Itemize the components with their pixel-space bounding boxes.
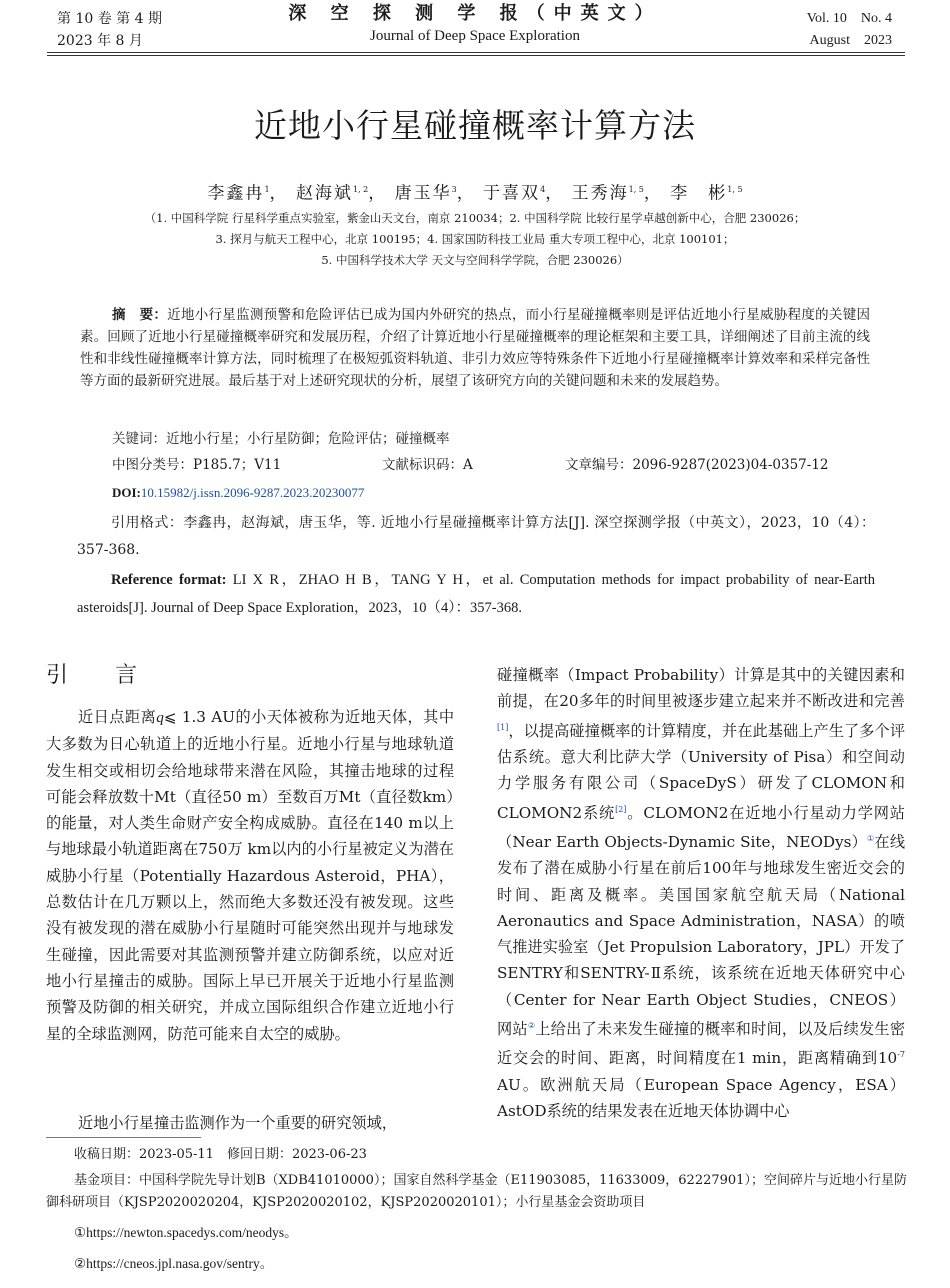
doi-label: DOI: xyxy=(112,485,141,500)
footnote-marker[interactable]: ① xyxy=(867,833,875,843)
intro-text: 近日点距离 xyxy=(78,708,157,726)
keywords xyxy=(112,428,450,450)
article-number xyxy=(565,454,829,476)
body-text: 在线发布了潜在威胁小行星在前后100年与地球发生密近交会的时间、距离及概率。美国国家航空航天局（National Aeronautics and Space Administration，NASA）的喷气推进实验室（Jet Propulsion Laboratory，JPL）开发了SENTRY和SENTRY-Ⅱ系统，该系统在近地天体研究中心（Center for Near Earth Object Studies，CNEOS）网站 xyxy=(497,832,905,1039)
author-affil-sup: 1, 5 xyxy=(727,185,743,194)
doc-code-value: A xyxy=(463,457,473,473)
header-volume-en xyxy=(807,8,892,52)
reference-marker[interactable]: [1] xyxy=(497,722,509,732)
citation-format xyxy=(77,510,875,564)
body-text: ，以提高碰撞概率的计算精度，并在此基础上产生了多个评估系统。意大利比萨大学（University of Pisa）和空间动力学服务有限公司（SpaceDyS）研发了CLOMON和CLOMON2系统 xyxy=(497,721,905,822)
body-text: 上给出了未来发生碰撞的概率和时间，以及后续发生密近交会的时间、距离，时间精度在1 min，距离精确到10 xyxy=(497,1020,906,1068)
received-dates: 收稿日期：2023-05-11 修回日期：2023-06-23 xyxy=(74,1147,367,1162)
reference-text: LI X R，ZHAO H B，TANG Y H，et al. Computation methods for impact probability of near-Earth asteroids[J]. Journal of Deep Space Exploration，2023，10（4）：357-368. xyxy=(77,572,876,616)
author-affil-sup: 4 xyxy=(540,185,546,194)
footnote-rule xyxy=(46,1137,201,1138)
header-date-en: August 2023 xyxy=(809,33,892,48)
funding-note: 基金项目：中国科学院先导计划B（XDB41010000）；国家自然科学基金（E11903085，11633009，62227901）；空间碎片与近地小行星防御科研项目（KJSP2020020204，KJSP2020020102，KJSP2020020101）；小行星基金会资助项目 xyxy=(46,1173,907,1210)
exponent: -7 xyxy=(897,1050,905,1060)
author: 唐玉华 xyxy=(394,183,452,204)
body-text: AU。欧洲航天局（European Space Agency，ESA）AstOD系统的结果发表在近地天体协调中心 xyxy=(497,1075,905,1121)
affiliations xyxy=(60,208,890,271)
header-rule-bottom xyxy=(47,55,905,56)
affiliation-line: 5. 中国科学技术大学 天文与空间科学学院，合肥 230026） xyxy=(321,253,629,267)
author: 王秀海 xyxy=(571,183,629,204)
author-affil-sup: 3 xyxy=(451,185,457,194)
citation-text: 李鑫冉，赵海斌，唐玉华，等. 近地小行星碰撞概率计算方法[J]. 深空探测学报（中英文），2023，10（4）：357-368. xyxy=(77,515,876,558)
body-text: 碰撞概率（Impact Probability）计算是其中的关键因素和前提，在20多年的时间里被逐步建立起来并不断改进和完善 xyxy=(497,666,905,711)
keywords-label: 关键词： xyxy=(112,431,166,447)
article-no-value: 2096-9287(2023)04-0357-12 xyxy=(632,457,829,473)
reference-label: Reference format: xyxy=(111,572,227,588)
footnote-marker[interactable]: ② xyxy=(527,1021,536,1031)
section-heading: 引 言 xyxy=(46,663,157,688)
header-vol-no: Vol. 10 No. 4 xyxy=(806,11,892,26)
clc-label: 中图分类号： xyxy=(112,457,193,473)
affiliation-line: （1. 中国科学院 行星科学重点实验室，紫金山天文台，南京 210034；2. 中国科学院 比较行星学卓越创新中心，合肥 230026； xyxy=(144,211,806,225)
intro-text: ⩽ 1.3 AU的小天体被称为近地天体，其中大多数为日心轨道上的近地小行星。近地小行星与地球轨道发生相交或相切会给地球带来潜在风险，其撞击地球的过程可能会释放数十Mt（直径50 m）至数百万Mt（直径数km）的能量，对人类生命财产安全构成威胁。直径在140 m以上与地球最小轨道距离在750万 km以内的小行星被定义为潜在威胁小行星（Potentially Hazardous Asteroid，PHA），总数估计在几万颗以上，然而绝大多数还没有被发现。这些没有被发现的潜在威胁小行星随时可能突然出现并与地球发生碰撞，因此需要对其监测预警并建立防御系统，以应对近地小行星撞击的威胁。国际上早已开展关于近地小行星监测预警及防御的相关研究，并成立国际组织合作建立近地小行星的全球监测网，防范可能来自太空的威胁。 xyxy=(46,708,455,1043)
footnote-2: ②https://cneos.jpl.nasa.gov/sentry。 xyxy=(74,1256,274,1271)
author-affil-sup: 1 xyxy=(264,185,270,194)
document-code xyxy=(382,454,473,476)
abstract-label: 摘 要： xyxy=(112,307,168,323)
abstract xyxy=(80,304,870,392)
keywords-text: 近地小行星；小行星防御；危险评估；碰撞概率 xyxy=(166,431,450,447)
intro-right-column xyxy=(497,662,905,1124)
author-affil-sup: 1, 5 xyxy=(628,185,644,194)
article-no-label: 文章编号： xyxy=(565,457,633,473)
journal-title-cn: 深 空 探 测 学 报（中英文） xyxy=(288,3,662,24)
author: 李鑫冉 xyxy=(207,183,265,204)
intro-paragraph-2: 近地小行星撞击监测作为一个重要的研究领域， xyxy=(78,1114,397,1132)
intro-paragraph-1 xyxy=(46,704,454,1047)
citation-label: 引用格式： xyxy=(111,515,184,531)
doc-code-label: 文献标识码： xyxy=(382,457,463,473)
clc-number xyxy=(112,454,281,476)
footnote-1: ①https://newton.spacedys.com/neodys。 xyxy=(74,1225,298,1240)
paper-title: 近地小行星碰撞概率计算方法 xyxy=(254,106,696,145)
header-volume-issue: 第 10 卷 第 4 期 xyxy=(57,11,162,27)
math-q: q xyxy=(156,709,164,726)
author: 于喜双 xyxy=(483,183,541,204)
abstract-text: 近地小行星监测预警和危险评估已成为国内外研究的热点，而小行星碰撞概率则是评估近地小行星威胁程度的关键因素。回顾了近地小行星碰撞概率研究和发展历程，介绍了计算近地小行星碰撞概率的理论框架和主要工具，详细阐述了目前主流的线性和非线性碰撞概率计算方法，同时梳理了在极短弧资料轨道、非引力效应等特殊条件下近地小行星碰撞概率计算效率和采样完备性等方面的最新研究进展。最后基于对上述研究现状的分析，展望了该研究方向的关键问题和未来的发展趋势。 xyxy=(80,307,871,389)
author-list: 李鑫冉$^1$， 赵海斌$^{1, 2}$， 唐玉华$^3$， 于喜双$^4$， 王秀海$^{1, 5}$， 李 彬$^{1, 5}$ xyxy=(207,183,743,204)
reference-format xyxy=(77,566,875,622)
journal-title-en: Journal of Deep Space Exploration xyxy=(370,28,580,44)
body-text: 。CLOMON2在近地小行星动力学网站（Near Earth Objects-Dynamic Site，NEODys） xyxy=(497,803,905,851)
doi-link[interactable]: 10.15982/j.issn.2096-9287.2023.20230077 xyxy=(140,485,365,500)
header-rule-top xyxy=(47,52,905,53)
author: 赵海斌 xyxy=(295,183,353,204)
affiliation-line: 3. 探月与航天工程中心，北京 100195；4. 国家国防科技工业局 重大专项工程中心，北京 100101； xyxy=(215,232,735,246)
reference-marker[interactable]: [2] xyxy=(615,804,627,814)
clc-value: P185.7；V11 xyxy=(193,457,282,473)
author-affil-sup: 1, 2 xyxy=(352,185,369,194)
doi xyxy=(112,482,364,504)
header-date-cn: 2023 年 8 月 xyxy=(57,33,143,49)
author: 李 彬 xyxy=(670,183,728,204)
